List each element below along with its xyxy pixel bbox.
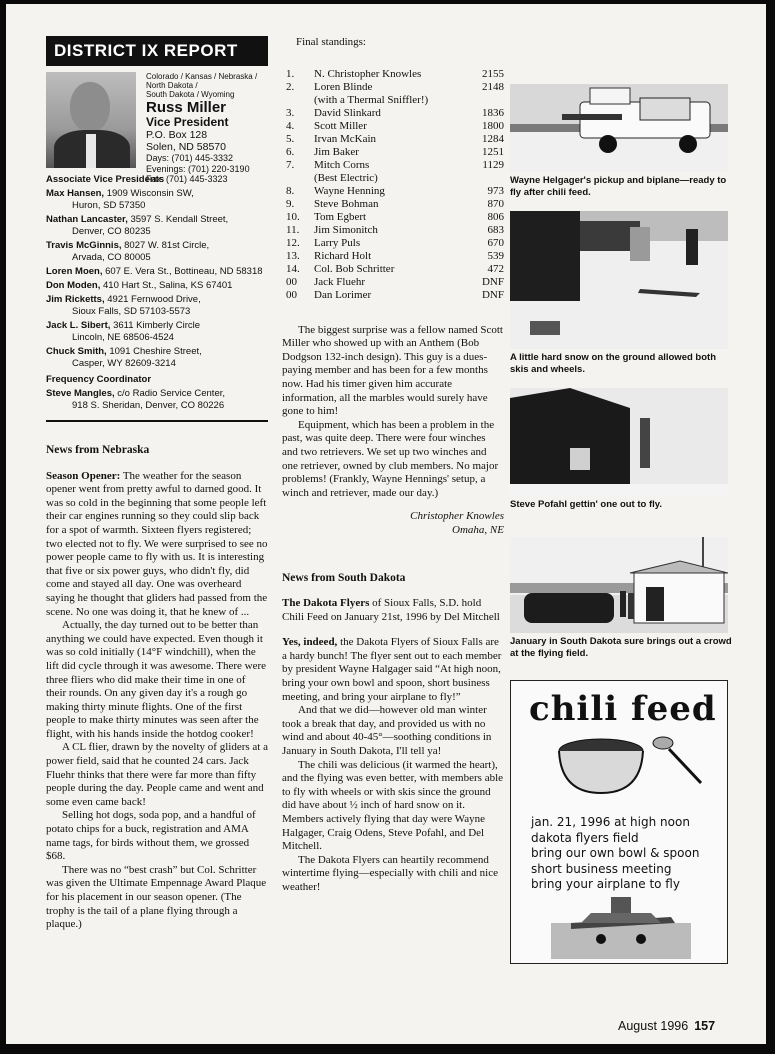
associate-vp-list xyxy=(46,174,268,412)
standings-row: 9. Steve Bohman 870 xyxy=(286,197,504,210)
photo-pofahl xyxy=(510,388,728,496)
chili-title: chili feed xyxy=(529,689,717,729)
standings-table xyxy=(286,68,504,302)
associate-vp-entry: Don Moden, 410 Hart St., Salina, KS 67401 xyxy=(46,280,233,291)
standings-row: 6. Jim Baker 1251 xyxy=(286,145,504,158)
standings-row: 14. Col. Bob Schritter 472 xyxy=(286,262,504,275)
photo-snow-field xyxy=(510,211,728,349)
standings-title: Final standings: xyxy=(296,36,366,48)
standings-row: (with a Thermal Sniffler!) xyxy=(314,93,429,106)
nebraska-article: News from Nebraska Season Opener: The weather for the season opener went from pretty awful to darned good. It was so cold in the beginning that some people left their car engines running so they could slip back for a spot of warmth. Sixteen flyers registered; two elected not to fly. We were surprised to see no power people came to fly with us. It is interesting that five or six power guys, who didn't fly, did come and stayed all day. One was overheard saying he thought that gliders had passed from the scene. No one was doing it, that he knew of ... Actually, the day turned out to be better than anything we could have expected. Even though it was so cold initially (14°F windchill), when the lift did cycle through it was awesome. There were three fliers who did make their time in one of their rounds. On any given day it's a rough go making thirty minute flights. One of the first people to make thirty minutes was seen after the flight, with his hands inside the hotdog cooker! A CL flier, drawn by the novelty of gliders at a power field, said that he counted 24 cars. Jack Fluehr thinks that there were far more than fifty people during the day. People came and went and some even came back! Selling hot dogs, soda pop, and a handful of potato chips for a buck, registration and AMA name tags, for birds without them, we grossed $68. There was no “best crash” but Col. Schritter was given the Ultimate Empennage Award Plaque for his placement in our season opener. (The trophy is the tail of a plane flying through a plaque.) xyxy=(46,444,268,931)
standings-row: 00 Jack Fluehr DNF xyxy=(286,275,504,288)
standings-row: 11. Jim Simonitch 683 xyxy=(286,223,504,236)
nebraska-heading: News from Nebraska xyxy=(46,444,150,456)
frequency-coordinator-heading: Frequency Coordinator xyxy=(46,374,152,385)
bowl-spoon-icon xyxy=(551,731,711,801)
standings-row: 10. Tom Egbert 806 xyxy=(286,210,504,223)
vp-info xyxy=(146,72,258,184)
district-banner: DISTRICT IX REPORT xyxy=(46,36,268,66)
standings-row: (Best Electric) xyxy=(314,171,378,184)
page-footer xyxy=(618,1019,715,1033)
divider xyxy=(46,420,268,422)
standings-row: 12. Larry Puls 670 xyxy=(286,236,504,249)
airplane-illustration xyxy=(551,893,691,959)
south-dakota-article: News from South Dakota The Dakota Flyers of Sioux Falls, S.D. hold Chili Feed on January 21st, 1996 by Del Mitchell Yes, indeed, the Dakota Flyers of Sioux Falls are a hardy bunch! The flyer sent out to each member by president Wayne Halgager said “At high noon, bring your own bowl and spoon, short business meeting, and bring your airplane to fly!” And that we did—however old man winter took a break that day, and provided us with no wind and about 40-45°—soothing conditions in January in South Dakota, I'll tell ya! The chili was delicious (it warmed the heart), and the flying was even better, with members able to fly with wheels or with skis since the ground did have about ½ inch of hard snow on it. Members actively flying that day were Wayne Halgager, Craig Odens, Steve Pofahl, and Del Mitchell. The Dakota Flyers can heartily recommend wintertime flying—especially with chili and nice weather! xyxy=(282,571,504,893)
associate-vp-entry: Jim Ricketts, 4921 Fernwood Drive, Sioux Falls, SD 57103-5573 xyxy=(46,294,201,317)
vp-states: Colorado / Kansas / Nebraska / North Dakota / South Dakota / Wyoming xyxy=(146,72,258,99)
standings-row: 1. N. Christopher Knowles 2155 xyxy=(286,67,504,80)
photo-crowd xyxy=(510,537,728,633)
standings-row: 5. Irvan McKain 1284 xyxy=(286,132,504,145)
byline-name: Christopher Knowles xyxy=(410,510,504,523)
vp-name: Russ Miller xyxy=(146,99,227,116)
photo-caption-4: January in South Dakota sure brings out a crowd at the flying field. xyxy=(510,636,732,659)
vp-address: P.O. Box 128 Solen, ND 58570 xyxy=(146,129,226,153)
page-number: 157 xyxy=(694,1019,716,1033)
frequency-coordinator: Steve Mangles, c/o Radio Service Center, 918 S. Sheridan, Denver, CO 80226 xyxy=(46,388,226,411)
standings-article: The biggest surprise was a fellow named Scott Miller who showed up with an Anthem (Bob Dodgson 132-inch design). This guy is a dues-paying member and has been for a few months now. Had his timer given him accurate information, all the marbles would surely have gone to him! Equipment, which has been a problem in the past, was quite deep. There were four winches and two retrievers. We set up two winches and one retriever, owned by club members. No major problems! (Frankly, Wayne Hennings' setup, a winch and retriever, made our day.) Christopher Knowles Omaha, NE xyxy=(282,323,504,536)
associate-vp-heading: Associate Vice Presidents xyxy=(46,174,165,185)
photo-caption-3: Steve Pofahl gettin' one out to fly. xyxy=(510,499,662,510)
chili-feed-flyer xyxy=(510,680,728,964)
vp-title: Vice President xyxy=(146,115,229,129)
photo-caption-1: Wayne Helgager's pickup and biplane—ready to fly after chili feed. xyxy=(510,175,727,198)
standings-row: 2. Loren Blinde 2148 xyxy=(286,80,504,93)
byline-place: Omaha, NE xyxy=(452,523,504,536)
associate-vp-entry: Max Hansen, 1909 Wisconsin SW, Huron, SD 57350 xyxy=(46,188,194,211)
standings-row: 7. Mitch Corns 1129 xyxy=(286,158,504,171)
associate-vp-entry: Chuck Smith, 1091 Cheshire Street, Casper, WY 82609-3214 xyxy=(46,346,202,369)
column-left xyxy=(46,36,268,932)
standings-row: 8. Wayne Henning 973 xyxy=(286,184,504,197)
south-dakota-heading: News from South Dakota xyxy=(282,571,406,584)
associate-vp-entry: Loren Moen, 607 E. Vera St., Bottineau, ND 58318 xyxy=(46,266,263,277)
standings-row: 3. David Slinkard 1836 xyxy=(286,106,504,119)
associate-vp-entry: Travis McGinnis, 8027 W. 81st Circle, Arvada, CO 80005 xyxy=(46,240,210,263)
column-right xyxy=(510,36,732,964)
issue-date: August 1996 xyxy=(618,1019,689,1033)
associate-vp-entry: Nathan Lancaster, 3597 S. Kendall Street, Denver, CO 80235 xyxy=(46,214,229,237)
chili-details: jan. 21, 1996 at high noon dakota flyers field bring our own bowl & spoon short business meeting bring your airplane to fly xyxy=(531,815,700,891)
vp-phones: Days: (701) 445-3332 Evenings: (701) 220-3190 Fax: (701) 445-3323 xyxy=(146,153,250,184)
magazine-page xyxy=(6,4,766,1044)
associate-vp-entry: Jack L. Sibert, 3611 Kimberly Circle Lincoln, NE 68506-4524 xyxy=(46,320,201,343)
standings-row: 13. Richard Holt 539 xyxy=(286,249,504,262)
vp-portrait xyxy=(46,72,136,168)
photo-pickup xyxy=(510,84,728,172)
column-middle xyxy=(282,36,504,895)
standings-row: 4. Scott Miller 1800 xyxy=(286,119,504,132)
standings-row: 00 Dan Lorimer DNF xyxy=(286,288,504,301)
photo-caption-2: A little hard snow on the ground allowed both skis and wheels. xyxy=(510,352,716,375)
